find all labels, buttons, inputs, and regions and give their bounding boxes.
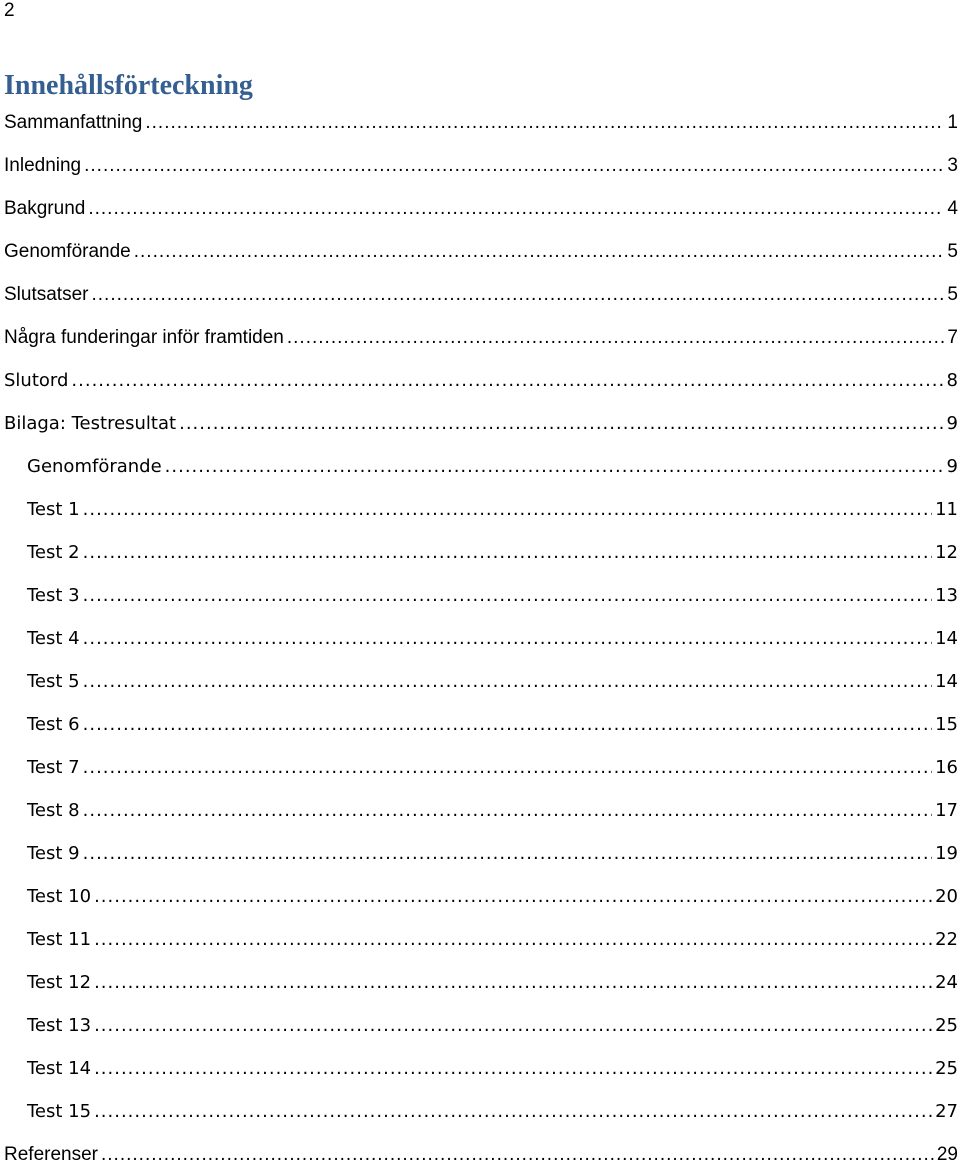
toc-entry-label: Test 3 [27, 585, 80, 606]
toc-entry[interactable] [0, 574, 960, 617]
toc-entry-label: Test 13 [27, 1015, 92, 1036]
toc-dot-leader [94, 886, 932, 907]
toc-entry-label: Test 4 [27, 628, 80, 649]
toc-entry[interactable] [0, 359, 960, 402]
toc-entry-label: Test 10 [27, 886, 92, 907]
toc-entry-page: 29 [936, 1143, 958, 1165]
toc-entry-page: 20 [935, 886, 958, 907]
toc-dot-leader [83, 585, 932, 606]
toc-entry-page: 16 [935, 757, 958, 778]
toc-entry[interactable] [0, 832, 960, 875]
toc-entry[interactable] [0, 273, 960, 316]
toc-entry-page: 11 [935, 499, 958, 520]
toc-entry-page: 24 [935, 972, 958, 993]
toc-entry-label: Genomförande [4, 240, 131, 262]
toc-dot-leader [83, 671, 932, 692]
toc-entry[interactable] [0, 961, 960, 1004]
toc-dot-leader [94, 972, 932, 993]
toc-dot-leader [94, 929, 932, 950]
toc-entry-page: 22 [935, 929, 958, 950]
toc-title: Innehållsförteckning [4, 70, 253, 101]
toc-entry[interactable] [0, 789, 960, 832]
toc-entry-page: 17 [935, 800, 958, 821]
toc-dot-leader [179, 413, 943, 434]
toc-dot-leader [83, 757, 932, 778]
toc-list [0, 101, 960, 1176]
toc-entry-label: Test 14 [27, 1058, 92, 1079]
toc-entry[interactable] [0, 1004, 960, 1047]
toc-entry-page: 14 [935, 671, 958, 692]
toc-entry-label: Slutord [4, 370, 69, 391]
toc-entry-label: Test 2 [27, 542, 80, 563]
toc-entry-label: Test 8 [27, 800, 80, 821]
toc-entry[interactable] [0, 617, 960, 660]
toc-dot-leader [134, 241, 945, 263]
toc-dot-leader [287, 327, 945, 349]
toc-entry-label: Test 11 [27, 929, 92, 950]
toc-entry[interactable] [0, 531, 960, 574]
toc-dot-leader [83, 843, 932, 864]
toc-entry[interactable] [0, 187, 960, 230]
toc-entry-page: 7 [947, 326, 958, 348]
toc-entry-label: Några funderingar inför framtiden [4, 326, 284, 348]
toc-entry-label: Test 9 [27, 843, 80, 864]
toc-dot-leader [88, 198, 944, 220]
toc-dot-leader [94, 1101, 932, 1122]
toc-entry[interactable] [0, 703, 960, 746]
toc-entry[interactable] [0, 660, 960, 703]
toc-dot-leader [94, 1058, 932, 1079]
toc-entry[interactable] [0, 144, 960, 187]
toc-entry-page: 27 [935, 1101, 958, 1122]
toc-entry-label: Test 7 [27, 757, 80, 778]
toc-entry-page: 5 [947, 240, 958, 262]
toc-entry[interactable] [0, 230, 960, 273]
toc-entry[interactable] [0, 875, 960, 918]
page-number: 2 [4, 0, 15, 21]
toc-entry-page: 25 [935, 1015, 958, 1036]
toc-entry[interactable] [0, 918, 960, 961]
toc-dot-leader [94, 1015, 932, 1036]
toc-dot-leader [165, 456, 944, 477]
toc-entry-label: Test 1 [27, 499, 80, 520]
toc-dot-leader [83, 628, 932, 649]
toc-entry-page: 25 [935, 1058, 958, 1079]
toc-entry[interactable] [0, 1133, 960, 1176]
toc-entry[interactable] [0, 1047, 960, 1090]
toc-entry-page: 1 [947, 111, 958, 133]
toc-entry-page: 13 [935, 585, 958, 606]
toc-dot-leader [83, 499, 932, 520]
toc-entry-label: Referenser [4, 1143, 98, 1165]
toc-entry-page: 4 [947, 197, 958, 219]
toc-entry-label: Test 5 [27, 671, 80, 692]
toc-entry[interactable] [0, 402, 960, 445]
toc-entry-label: Bakgrund [4, 197, 86, 219]
toc-dot-leader [84, 155, 944, 177]
toc-entry-label: Sammanfattning [4, 111, 143, 133]
toc-entry[interactable] [0, 1090, 960, 1133]
toc-dot-leader [83, 542, 932, 563]
toc-entry-page: 9 [946, 456, 958, 477]
toc-entry-label: Slutsatser [4, 283, 89, 305]
toc-dot-leader [91, 284, 944, 306]
toc-entry-label: Genomförande [27, 456, 162, 477]
toc-entry-label: Bilaga: Testresultat [4, 413, 177, 434]
toc-entry[interactable] [0, 488, 960, 531]
toc-entry-label: Test 15 [27, 1101, 92, 1122]
toc-entry-page: 5 [947, 283, 958, 305]
toc-entry-page: 14 [935, 628, 958, 649]
toc-entry-label: Test 12 [27, 972, 92, 993]
toc-entry-page: 15 [935, 714, 958, 735]
toc-entry-page: 12 [935, 542, 958, 563]
toc-entry-page: 8 [946, 370, 958, 391]
toc-entry-page: 19 [935, 843, 958, 864]
toc-entry[interactable] [0, 445, 960, 488]
toc-dot-leader [83, 714, 932, 735]
toc-entry[interactable] [0, 101, 960, 144]
toc-dot-leader [101, 1144, 934, 1166]
toc-dot-leader [83, 800, 932, 821]
toc-dot-leader [145, 112, 944, 134]
toc-entry-label: Inledning [4, 154, 82, 176]
toc-entry[interactable] [0, 316, 960, 359]
toc-entry-label: Test 6 [27, 714, 80, 735]
toc-dot-leader [71, 370, 943, 391]
toc-entry-page: 9 [946, 413, 958, 434]
toc-entry-page: 3 [947, 154, 958, 176]
toc-entry[interactable] [0, 746, 960, 789]
